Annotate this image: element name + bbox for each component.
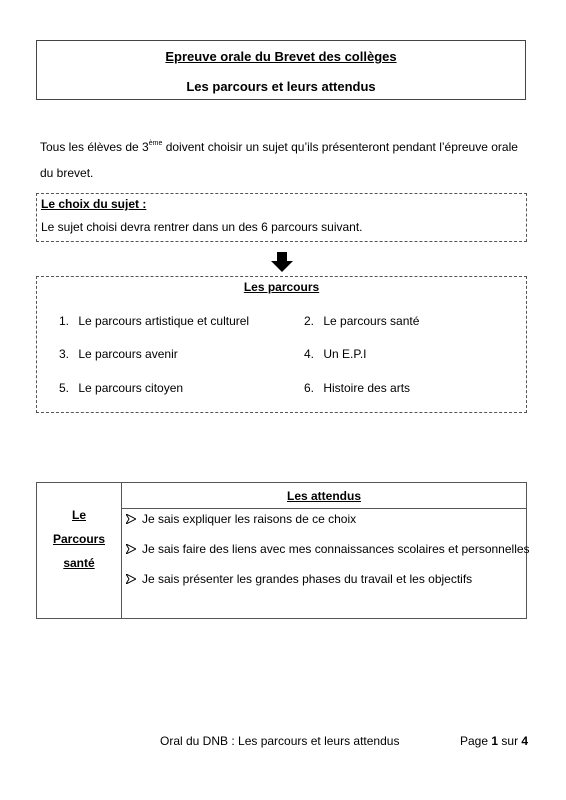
attendus-table — [36, 482, 530, 619]
attendus-item — [126, 542, 530, 556]
title-box — [36, 40, 526, 100]
intro-paragraph — [40, 134, 520, 186]
parcours-name-line: santé — [63, 556, 95, 570]
attendus-item-text: Je sais faire des liens avec mes connaissances scolaires et personnelles — [142, 542, 530, 556]
subject-choice-box — [36, 193, 527, 242]
attendus-item-text: Je sais présenter les grandes phases du travail et les objectifs — [142, 572, 473, 586]
document-subtitle: Les parcours et leurs attendus — [186, 79, 376, 94]
parcours-item — [59, 347, 178, 361]
parcours-box — [36, 276, 527, 413]
footer-doc-label: Oral du DNB : Les parcours et leurs attendus — [160, 734, 400, 748]
parcours-name-line: Le — [71, 508, 86, 522]
intro-superscript: ème — [148, 140, 163, 147]
footer-page-sep: sur — [501, 734, 519, 748]
attendus-item — [126, 572, 472, 586]
subject-choice-heading: Le choix du sujet : — [41, 197, 147, 211]
parcours-item-number: 5. — [59, 381, 70, 395]
intro-text-end: doivent choisir un sujet qu’ils présenteront pendant l’épreuve orale du brevet. — [40, 140, 518, 180]
parcours-heading: Les parcours — [243, 280, 320, 294]
intro-text-start: Tous les élèves de 3 — [40, 140, 149, 154]
attendus-heading: Les attendus — [122, 483, 526, 509]
parcours-item-number: 4. — [304, 347, 315, 361]
parcours-item-label: Le parcours santé — [323, 314, 420, 328]
attendus-cell — [122, 483, 530, 618]
parcours-item-number: 6. — [304, 381, 315, 395]
footer-page-number — [460, 734, 528, 748]
check-arrow-icon — [126, 514, 136, 524]
parcours-item-label: Le parcours citoyen — [78, 381, 184, 395]
footer-page-total: 4 — [521, 734, 529, 748]
parcours-item — [304, 314, 419, 328]
check-arrow-icon — [126, 574, 136, 584]
parcours-item-number: 3. — [59, 347, 70, 361]
attendus-item — [126, 512, 356, 526]
parcours-item — [59, 381, 183, 395]
attendus-item-text: Je sais expliquer les raisons de ce choix — [142, 512, 357, 526]
parcours-item-label: Le parcours avenir — [78, 347, 178, 361]
parcours-name-cell — [37, 483, 122, 618]
document-title: Epreuve orale du Brevet des collèges — [165, 49, 397, 64]
footer-page-current: 1 — [491, 734, 499, 748]
parcours-item-number: 1. — [59, 314, 70, 328]
down-arrow-icon — [271, 252, 293, 272]
parcours-name-line: Parcours — [52, 532, 106, 546]
parcours-item — [304, 347, 366, 361]
parcours-item — [304, 381, 410, 395]
check-arrow-icon — [126, 544, 136, 554]
subject-choice-text: Le sujet choisi devra rentrer dans un des 6 parcours suivant. — [41, 220, 363, 234]
footer-page-word: Page — [460, 734, 489, 748]
parcours-item-label: Histoire des arts — [323, 381, 411, 395]
parcours-item — [59, 314, 249, 328]
parcours-item-label: Un E.P.I — [323, 347, 367, 361]
parcours-item-label: Le parcours artistique et culturel — [78, 314, 250, 328]
parcours-item-number: 2. — [304, 314, 315, 328]
